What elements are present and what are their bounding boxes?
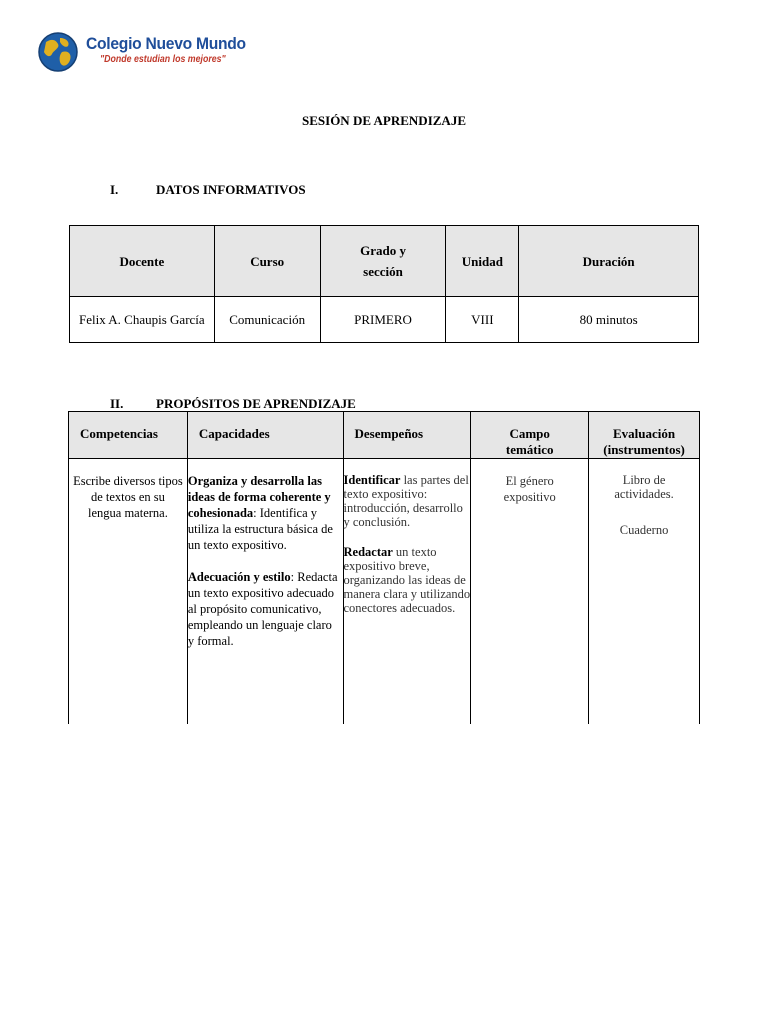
- cell-capacidades: [187, 459, 343, 725]
- table-row: [70, 297, 699, 343]
- section-number: I.: [110, 182, 119, 197]
- table-header-row: [70, 226, 699, 297]
- globe-icon: [38, 30, 78, 74]
- header-competencias: Competencias: [69, 412, 188, 459]
- cell-curso: Comunicación: [214, 297, 320, 343]
- header-duracion: Duración: [519, 226, 699, 297]
- section-label: PROPÓSITOS DE APRENDIZAJE: [156, 396, 356, 411]
- section-label: DATOS INFORMATIVOS: [156, 182, 306, 197]
- capacidad-2: Adecuación y estilo: Redacta un texto expositivo adecuado al propósito comunicativo, empleando un lenguaje claro y formal.: [187, 570, 338, 648]
- header-curso: Curso: [214, 226, 320, 297]
- cell-competencia: Escribe diversos tipos de textos en su lengua materna.: [69, 459, 188, 725]
- cell-evaluacion: [589, 459, 700, 725]
- desempeno-1: Identificar las partes del texto expositivo: introducción, desarrollo y conclusión.: [343, 473, 469, 529]
- header-docente: Docente: [70, 226, 215, 297]
- school-logo: [38, 30, 246, 74]
- school-name: Colegio Nuevo Mundo: [86, 34, 246, 53]
- evaluacion-1: Libro de actividades.: [614, 473, 674, 501]
- header-grado: Grado y sección: [320, 226, 446, 297]
- propositos-table: [68, 411, 700, 724]
- datos-informativos-table: [69, 225, 699, 343]
- cell-desempenos: [343, 459, 471, 725]
- section-number: II.: [110, 396, 124, 411]
- header-desempenos: Desempeños: [343, 412, 471, 459]
- header-campo-tematico: Campo temático: [471, 412, 589, 459]
- cell-docente: Felix A. Chaupis García: [70, 297, 215, 343]
- header-evaluacion: Evaluación (instrumentos): [589, 412, 700, 459]
- cell-unidad: VIII: [446, 297, 519, 343]
- table-header-row: [69, 412, 700, 459]
- document-title: SESIÓN DE APRENDIZAJE: [302, 113, 466, 128]
- evaluacion-2: Cuaderno: [619, 523, 669, 537]
- cell-duracion: 80 minutos: [519, 297, 699, 343]
- header-unidad: Unidad: [446, 226, 519, 297]
- capacidad-1: Organiza y desarrolla las ideas de forma coherente y cohesionada: Identifica y utiliza la estructura básica de un texto expositivo.: [187, 474, 333, 552]
- school-motto: "Donde estudian los mejores": [100, 54, 226, 65]
- section-heading-propositos: [0, 396, 768, 412]
- header-capacidades: Capacidades: [187, 412, 343, 459]
- cell-grado: PRIMERO: [320, 297, 446, 343]
- table-row: [69, 459, 700, 725]
- cell-campo-tematico: El género expositivo: [471, 459, 589, 725]
- desempeno-2: Redactar un texto expositivo breve, organizando las ideas de manera clara y utilizando conectores adecuados.: [343, 545, 471, 615]
- section-heading-datos: [0, 182, 768, 198]
